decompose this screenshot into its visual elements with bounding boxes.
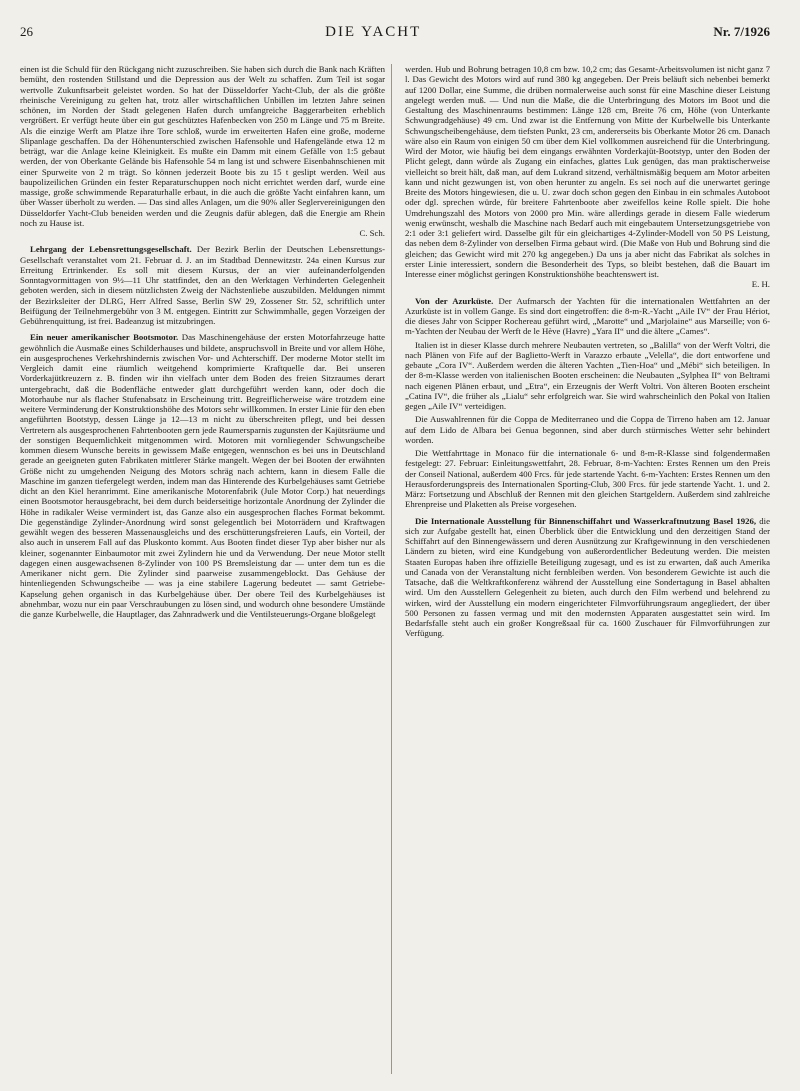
article-paragraph: [405, 414, 770, 445]
article-paragraph: [405, 340, 770, 412]
article-heading: Die Internationale Ausstellung für Binnenschiffahrt und Wasserkraftnutzung Basel 1926,: [415, 515, 757, 526]
article-paragraph: [405, 516, 770, 639]
paragraph-text: einen ist die Schuld für den Rückgang nicht zuzuschreiben. Sie haben sich durch die Bank nach Kräften bemüht, den rostenden Stillstand und die Depression aus der Welt zu schaffen. Zum Teil ist sogar wertvolle Zukunftsarbeit geleistet worden. So hat der Düsseldorfer Yacht-Club, der als die größte rheinische Vereinigung zu gelten hat, trotz aller wirtschaftlichen Unbillen im letzten Jahre seinen schönen, im Norden der Stadt gelegenen Hafen durch umfangreiche Baggerarbeiten erheblich vergrößert. Er verfügt heute über ein gut geschütztes Hafenbecken von 250 m Länge und 75 m Breite. Als die einzige Werft am Platze ihre Tore schloß, wurde im erweiterten Hafen eine große, moderne Slipanlage geschaffen. Da der Höhenunterschied zwischen Hafensohle und Hafengelände etwa 12 m beträgt, war die Anlage keine Kleinigkeit. Es mußte ein Damm mit einem Gefälle von 1:5 gebaut werden, der von Oberkante Gelände bis Hafensohle 54 m lang ist und schwere Eisenbahnschienen mit einer Spurweite von 2 m trägt. So können jederzeit Boote bis zu 15 t geslipt werden. Weil aus baupolizeilichen Gründen ein fester Reparaturschuppen noch nicht errichtet werden darf, wurde eine massige, große schwimmende Reparaturhalle erbaut, in die auch die größte Yacht einfahren kann, um über Wasser überholt zu werden. — Das sind alles Anlagen, um die 90% aller Seglervereinigungen den Düsseldorfer Yacht-Club beneiden werden und die Zeugnis dafür ablegen, daß die Energie am Rhein noch zu Hause ist.: [20, 64, 385, 228]
page-header: [20, 24, 770, 46]
paragraph-text: Der Aufmarsch der Yachten für die internationalen Wettfahrten an der Azurküste ist in vollem Gange. Es sind dort eingetroffen: die 8-m-R.-Yacht „Aile IV“ der Frau Hériot, die dieses Jahr von Scipper Rochereau geführt wird, „Marotte“ und „Marjolaine“ aus Marseille; von 6-m-Yachten der Neubau der Werft de le Hève (Havre) „Yara II“ und die ältere „Cames“.: [405, 295, 770, 337]
article-paragraph: [405, 296, 770, 337]
article-paragraph: [20, 64, 385, 238]
paragraph-text: Die Wettfahrttage in Monaco für die internationale 6- und 8-m-R-Klasse sind folgendermaßen festgelegt: 27. Februar: Einleitungswettfahrt, 28. Februar, 8-m-Yachten: Erstes Rennen um den Preis der Conseil National, außerdem 400 Frcs. für jede startende Yacht. 6-m-Yachten: Erstes Rennen um den Herausforderungspreis des Internationalen Sporting-Club, 300 Frcs. für jede startende Yacht. 1. und 2. März: Fortsetzung und Abschluß der Rennen mit den gleichen Startgeldern. Außerdem sind zahlreiche Ehrenpreise und Plaketten als Preise vorgesehen.: [405, 448, 770, 510]
author-signature: C. Sch.: [359, 228, 385, 238]
article-heading: Ein neuer amerikanischer Bootsmotor.: [30, 332, 179, 343]
text-columns: [20, 64, 770, 1074]
right-column: [405, 64, 770, 1074]
paragraph-text: werden. Hub und Bohrung betragen 10,8 cm bzw. 10,2 cm; das Gesamt-Arbeitsvolumen ist nicht ganz 7 l. Das Gewicht des Motors wird auf rund 380 kg angegeben. Der Preis beläuft sich nebenbei bemerkt auf 1200 Dollar, eine Summe, die drüben normalerweise auch sonst für eine Maschine dieser Leistung angelegt werden muß. — Und nun die Maße, die die Unterbringung des Motors im Boot und die Gestaltung des Maschinenraums bestimmen: Länge 128 cm, Breite 76 cm, Höhe (von Unterkante Schwungradgehäuse) 49 cm. Und zwar ist die Entfernung von Mitte der Kurbelwelle bis Unterkante Schwungscheibengehäuse, dem tiefsten Punkt, 23 cm, andererseits bis Oberkante Motor 26 cm. Danach wäre also ein Raum von einigen 50 cm über dem Kiel vollkommen ausreichend für die Unterbringung. Wird der Motor, wie häufig bei dem eingangs erwähnten Vorderkajüt-Bootstyp, unter den Boden der Plicht gelegt, dann würde als Zugang ein einfaches, glattes Luk genügen, das man praktischerweise vielleicht so breit hält, daß man, auf dem Lukrand sitzend, verhältnismäßig bequem am Motor arbeiten kann und nicht gezwungen ist, von oben herunter zu angeln. Es sei noch auf die unerwartet geringe Breite des Motors hingewiesen, die u. U. zwar doch schon gegen den Einbau in ein schmales Autoboot oder dgl. sprechen würde, für breitere Fahrtenboote aber zweifellos keine Rolle spielt. Die hohe Umdrehungszahl des Motors von 2000 pro Min. wäre allerdings gerade in diesem Falle wiederum wenig erwünscht, weshalb die Maschine nach Bedarf auch mit eingebautem Untersetzungsgetriebe von 2:1 oder 3:1 geliefert wird. Dasselbe gilt für ein gleichartiges 4-Zylinder-Modell von 50 PS Leistung, das neben dem 8-Zylinder von derselben Firma gebaut wird. (Die Maße von Hub und Bohrung sind die gleichen; das Gewicht wird mit 270 kg angegeben.) Da uns ja aber nicht das Fabrikat als solches in erster Linie interessiert, sondern die Besonderheit des Typs, so bleibt bestehen, daß die Bauart im Interesse einer möglichst geringen Konstruktionshöhe beachtenswert ist.: [405, 64, 770, 279]
article-heading: Von der Azurküste.: [415, 295, 494, 306]
paragraph-text: die sich zur Aufgabe gestellt hat, einen Überblick über die Entwicklung und den derzeitigen Stand der Schiffahrt auf den Binnengewässern und deren Ausnützung zur Kraftgewinnung in den verschiedenen Ländern zu bieten, wird eine Kundgebung von außerordentlicher Bedeutung werden. Die meisten Staaten Europas haben ihre offizielle Beteiligung zugesagt, und es ist zu erwarten, daß auch Amerika und Canada von der Veranstaltung nicht fernbleiben werden. Von besonderem Gewichte ist auch die Tatsache, daß die Weltkraftkonferenz während der Ausstellung eine Sondertagung in Basel abhalten wird. Um den Ausstellern Gelegenheit zu bieten, auch durch den Film werbend und belehrend zu wirken, wird der Ausstellung ein modern eingerichteter Filmvorführungsraum angegliedert, der über 500 Personen zu fassen vermag und mit den modernsten Apparaten ausgestattet sein wird. Im Bedarfsfalle steht auch ein großer Kongreßsaal für ca. 1600 Zuschauer für Filmvorführungen zur Verfügung.: [405, 515, 770, 639]
page-number: 26: [20, 24, 33, 39]
article-paragraph: [405, 64, 770, 290]
issue-number: Nr. 7/1926: [713, 24, 770, 39]
magazine-title: DIE YACHT: [325, 24, 422, 40]
paragraph-text: Die Auswahlrennen für die Coppa de Mediterraneo und die Coppa de Tirreno haben am 12. Januar auf dem Lido de Albara bei Genua begonnen, sind aber durch stürmisches Wetter sehr behindert worden.: [405, 414, 770, 445]
article-heading: Lehrgang der Lebensrettungsgesellschaft.: [30, 244, 192, 255]
author-signature: E. H.: [751, 279, 770, 290]
article-paragraph: [20, 332, 385, 619]
paragraph-text: Der Bezirk Berlin der Deutschen Lebensrettungs-Gesellschaft veranstaltet vom 21. Februar d. J. an im Stadtbad Dennewitzstr. 24a einen Kursus zur Erreitung Ertrinkender. Es soll mit diesem Kursus, der an vier aufeinanderfolgenden Sonntagvormittagen von 9½—11 Uhr stattfindet, den an den Werktagen Verhinderten Gelegenheit geboten werden, sich in diesem nützlichsten Zweig der Nächstenliebe auszubilden. Meldungen nimmt der Bezirksleiter der DLRG, Herr Alfred Sasse, Berlin SW 29, Zossener Str. 52, schriftlich unter Beifügung der Teilnehmergebühr von 3 M. entgegen. Eintritt zur Schwimmhalle, gegen Vorzeigen der Gebührenquittung, ist frei. Badeanzug ist mitzubringen.: [20, 244, 385, 326]
paragraph-text: Italien ist in dieser Klasse durch mehrere Neubauten vertreten, so „Balilla“ von der Werft Voltri, die nach Plänen von Fife auf der Baglietto-Werft in Varazzo erbaute „Velella“, die dort entworfene und gebaute „Cora IV“. Außerdem werden die älteren Yachten „Tien-Hoa“ und „Mébi“ sich beteiligen. In der 8-m-Klasse werden von italienischen Booten erscheinen: die Neubauten „Sylphea II“ von Beltrami nach eigenen Plänen erbaut, und „Etra“, ein Erzeugnis der Werft Voltri. Von älteren Booten erscheint „Catina IV“, die früher als „Lialu“ sehr erfolgreich war. Sie wird wahrscheinlich den Pokal von Italien gegen „Aile IV“ verteidigen.: [405, 339, 770, 411]
article-paragraph: [20, 244, 385, 326]
left-column: [20, 64, 392, 1074]
paragraph-text: Das Maschinengehäuse der ersten Motorfahrzeuge hatte gewöhnlich die Ausmaße eines Schilderhauses und bildete, anspruchsvoll in Breite und vor allem Höhe, ein ausgesprochenes Verkehrshindernis zwischen Vor- und Achterschiff. Der moderne Motor stellt im Vergleich damit eine räumlich weitgehend komprimierte Kraftquelle dar. Bei unseren Vorderkajütkreuzern z. B. finden wir ihn vielfach unter dem Boden des freien Sitzraumes derart untergebracht, daß die Bodenfläche entweder glatt durchgeführt werden kann, oder doch die Motorhaube nur als flacher Stufenabsatz in Erscheinung tritt. Begreiflicherweise wäre trotzdem eine weitere Verminderung der Konstruktionshöhe des Motors sehr willkommen. In erster Linie für den eben angeführten Bootstyp, dessen Länge ja 12—13 m nicht zu überschreiten pflegt, und bei dessen Vertretern als ausgesprochenen Fahrtenbooten gern jede Raumersparnis zugunsten der Kajütsräume und der sonstigen Bequemlichkeit mitgenommen wird. Motoren mit vornliegender Schwungscheibe kommen diesem Wunsche bereits in gewissem Maße entgegen, wennschon es bei uns in Deutschland gerade an geeigneten guten Fabrikaten mittlerer Stärke mangelt. Wegen der bei Booten der erwähnten Größe nicht zu umgehenden Neigung des Motors schräg nach achtern, kann in diesem Falle die Maschine im ganzen tiefergelegt werden, indem man das Hinterende des Kurbelgehäuses samt Getriebe dicht an den Kiel heranrimmt. Eine amerikanische Motorenfabrik (Jule Motor Corp.) hat neuerdings einen Bootsmotor herausgebracht, bei dem durch beiderseitige horizontale Anordnung der Zylinder die Höhe in radikaler Weise vermindert ist, das Ganze also ein ausgesprochen flaches Format bekommt. Die gegenständige Zylinder-Anordnung wird sonst gelegentlich bei Motorrädern und Kraftwagen gewählt wegen des besseren Massenausgleichs und des erschütterungsfreieren Laufs, ein Vorteil, der also auch in unserem Fall auf das Pluskonto kommt. Aus Booten findet dieser Typ aber bisher nur als kleiner, sogenannter Einbaumotor mit zwei Zylindern hie und da Verwendung. Der neue Motor stellt dagegen einen ausgewachsenen 8-Zylinder von 100 PS Bremsleistung dar — unter dem tun es die Amerikaner nicht gern. Die Zylinder sind paarweise zusammengeblockt. Das Gehäuse der hintenliegenden Schwungscheibe — was ja eine stabilere Lagerung bedeutet — samt Getriebe-Kapselung gehen organisch in das Kurbelgehäuse über. Der obere Teil des Kurbelgehäuses ist abnehmbar, wozu nur ein paar Verschraubungen zu lösen sind, und wodurch ohne besondere Umstände die ganze Kurbelwelle, die Hauptlager, das Zahnradwerk und die Ventilsteuerungs-Organe bloßgelegt: [20, 332, 385, 619]
article-paragraph: [405, 448, 770, 510]
